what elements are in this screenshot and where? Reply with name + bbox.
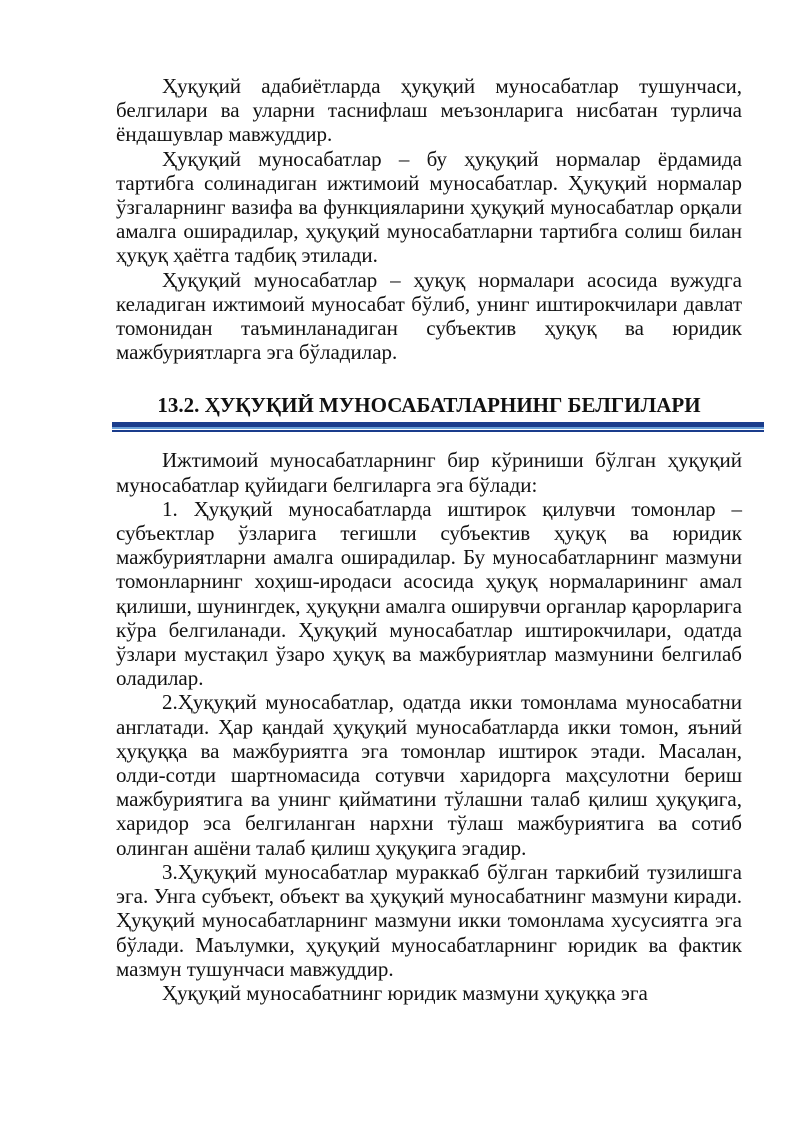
paragraph: Ҳуқуқий адабиётларда ҳуқуқий муносабатлар тушунчаси, белгилари ва уларни таснифлаш меъзонларига нисбатан турлича ёндашувлар мавжуддир.: [116, 74, 742, 147]
paragraph: 1. Ҳуқуқий муносабатларда иштирок қилувчи томонлар – субъектлар ўзларига тегишли субъектив ҳуқуқ ва юридик мажбуриятларни амалга оширадилар. Бу муносабатларнинг мазмуни томонларнинг хоҳиш-иродаси асосида ҳуқуқ нормаларининг амал қилиши, шунингдек, ҳуқуқни амалга оширувчи органлар қарорларига кўра белгиланади. Ҳуқуқий муносабатлар иштирокчилари, одатда ўзлари мустақил ўзаро ҳуқуқ ва мажбуриятлар мазмунини белгилаб оладилар.: [116, 496, 742, 691]
paragraph: 3.Ҳуқуқий муносабатлар мураккаб бўлган таркибий тузилишга эга. Унга субъект, объект ва ҳуқуқий муносабатнинг мазмуни киради. Ҳуқуқий муносабатларнинг мазмуни икки томонлама хусусиятга эга бўлади. Маълумки, ҳуқуқий муносабатларнинг юридик ва фактик мазмун тушунчаси мавжуддир.: [116, 859, 742, 981]
paragraph: Ҳуқуқий муносабатнинг юридик мазмуни ҳуқуққа эга: [162, 980, 648, 1005]
heading-underline-rule: [112, 422, 764, 434]
paragraph: Ҳуқуқий муносабатлар – бу ҳуқуқий нормалар ёрдамида тартибга солинадиган ижтимоий муносабатлар. Ҳуқуқий нормалар ўзгаларнинг вазифа ва функцияларини ҳуқуқий муносабатлар орқали амалга оширадилар, ҳуқуқий муносабатларни тартибга солиш билан ҳуқуқ ҳаётга тадбиқ этилади.: [116, 146, 742, 268]
rule-light-line: [112, 427, 764, 429]
paragraph: 2.Ҳуқуқий муносабатлар, одатда икки томонлама муносабатни англатади. Ҳар қандай ҳуқуқий муносабатларда икки томон, яъний ҳуқуққа ва мажбуриятга эга томонлар иштирок этади. Масалан, олди-сотди шартномасида сотувчи харидорга маҳсулотни бериш мажбуриятига ва унинг қийматини тўлашни талаб қилиш ҳуқуқига, харидор эса белгиланган нархни тўлаш мажбуриятига ва сотиб олинган ашёни талаб қилиш ҳуқуқига эгадир.: [116, 690, 742, 860]
rule-thin-line: [112, 430, 764, 432]
section-heading: 13.2. ҲУҚУҚИЙ МУНОСАБАТЛАРНИНГ БЕЛГИЛАРИ: [157, 393, 701, 418]
paragraph: Ҳуқуқий муносабатлар – ҳуқуқ нормалари асосида вужудга келадиган ижтимоий муносабат бўлиб, унинг иштирокчилари давлат томонидан таъминланадиган субъектив ҳуқуқ ва юридик мажбуриятларга эга бўладилар.: [116, 267, 742, 365]
paragraph: Ижтимоий муносабатларнинг бир кўриниши бўлган ҳуқуқий муносабатлар қуйидаги белгиларга эга бўлади:: [116, 448, 742, 497]
section-heading-block: [116, 392, 742, 434]
section-body: [116, 448, 742, 1005]
